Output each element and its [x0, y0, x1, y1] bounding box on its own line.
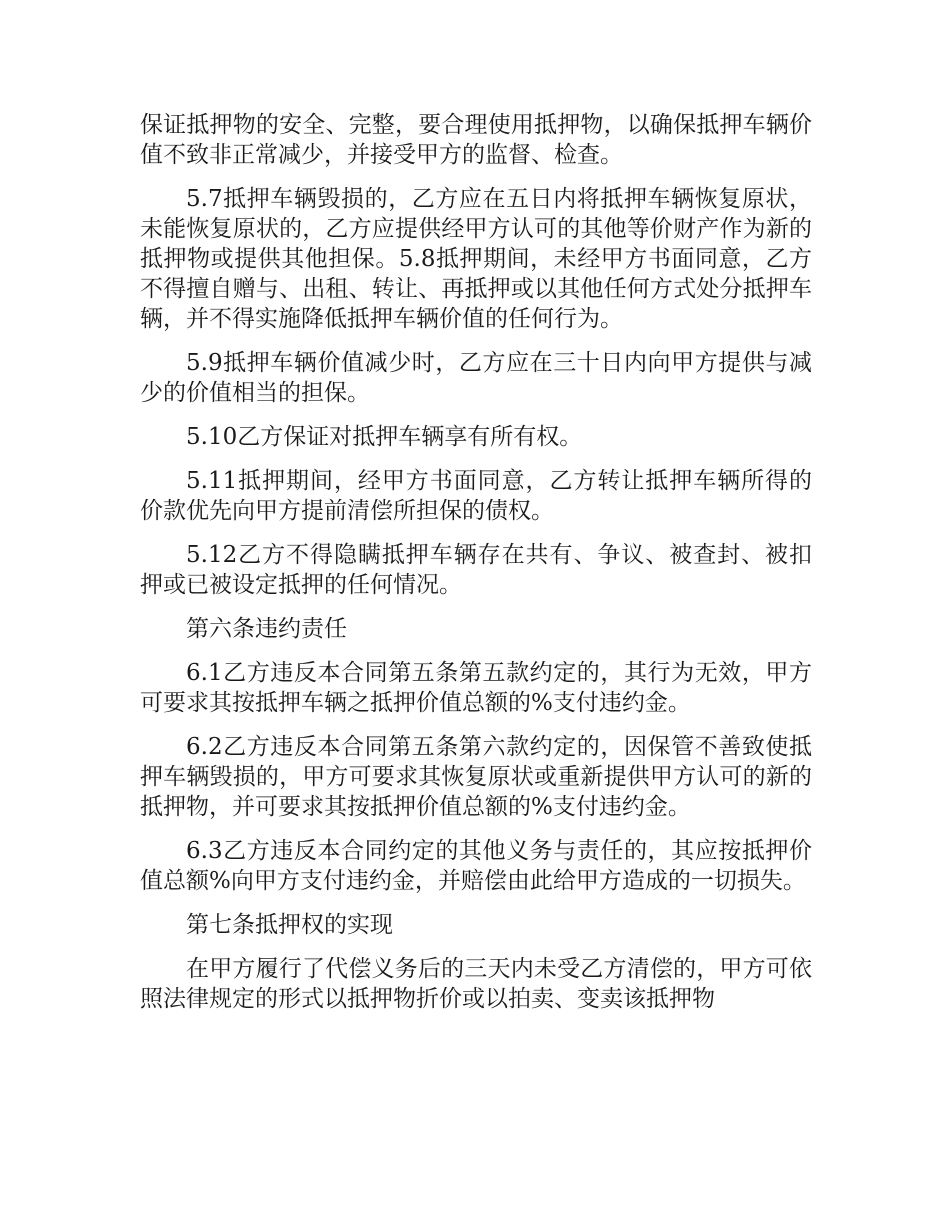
document-body	[140, 110, 812, 1028]
clause-5-9: 5.9抵押车辆价值减少时，乙方应在三十日内向甲方提供与减少的价值相当的担保。	[140, 350, 812, 406]
article-7-heading: 第七条抵押权的实现	[186, 912, 393, 938]
paragraph-continuation: 保证抵押物的安全、完整，要合理使用抵押物，以确保抵押车辆价值不致非正常减少，并接受甲方的监督、检查。	[140, 112, 812, 168]
article-6-heading: 第六条违约责任	[186, 616, 347, 642]
clause-6-2: 6.2乙方违反本合同第五条第六款约定的，因保管不善致使抵押车辆毁损的，甲方可要求其恢复原状或重新提供甲方认可的新的抵押物，并可要求其按抵押价值总额的%支付违约金。	[140, 734, 812, 820]
clause-6-3: 6.3乙方违反本合同约定的其他义务与责任的，其应按抵押价值总额%向甲方支付违约金，并赔偿由此给甲方造成的一切损失。	[140, 838, 812, 894]
clause-5-10: 5.10乙方保证对抵押车辆享有所有权。	[186, 424, 583, 450]
clause-5-7-5-8: 5.7抵押车辆毁损的，乙方应在五日内将抵押车辆恢复原状，未能恢复原状的，乙方应提供经甲方认可的其他等价财产作为新的抵押物或提供其他担保。5.8抵押期间，未经甲方书面同意，乙方不得擅自赠与、出租、转让、再抵押或以其他任何方式处分抵押车辆，并不得实施降低抵押车辆价值的任何行为。	[140, 186, 812, 332]
clause-5-12: 5.12乙方不得隐瞒抵押车辆存在共有、争议、被查封、被扣押或已被设定抵押的任何情况。	[140, 542, 812, 598]
article-7-body: 在甲方履行了代偿义务后的三天内未受乙方清偿的，甲方可依照法律规定的形式以抵押物折价或以拍卖、变卖该抵押物	[140, 956, 812, 1012]
clause-6-1: 6.1乙方违反本合同第五条第五款约定的，其行为无效，甲方可要求其按抵押车辆之抵押价值总额的%支付违约金。	[140, 660, 812, 716]
clause-5-11: 5.11抵押期间，经甲方书面同意，乙方转让抵押车辆所得的价款优先向甲方提前清偿所担保的债权。	[140, 468, 812, 524]
